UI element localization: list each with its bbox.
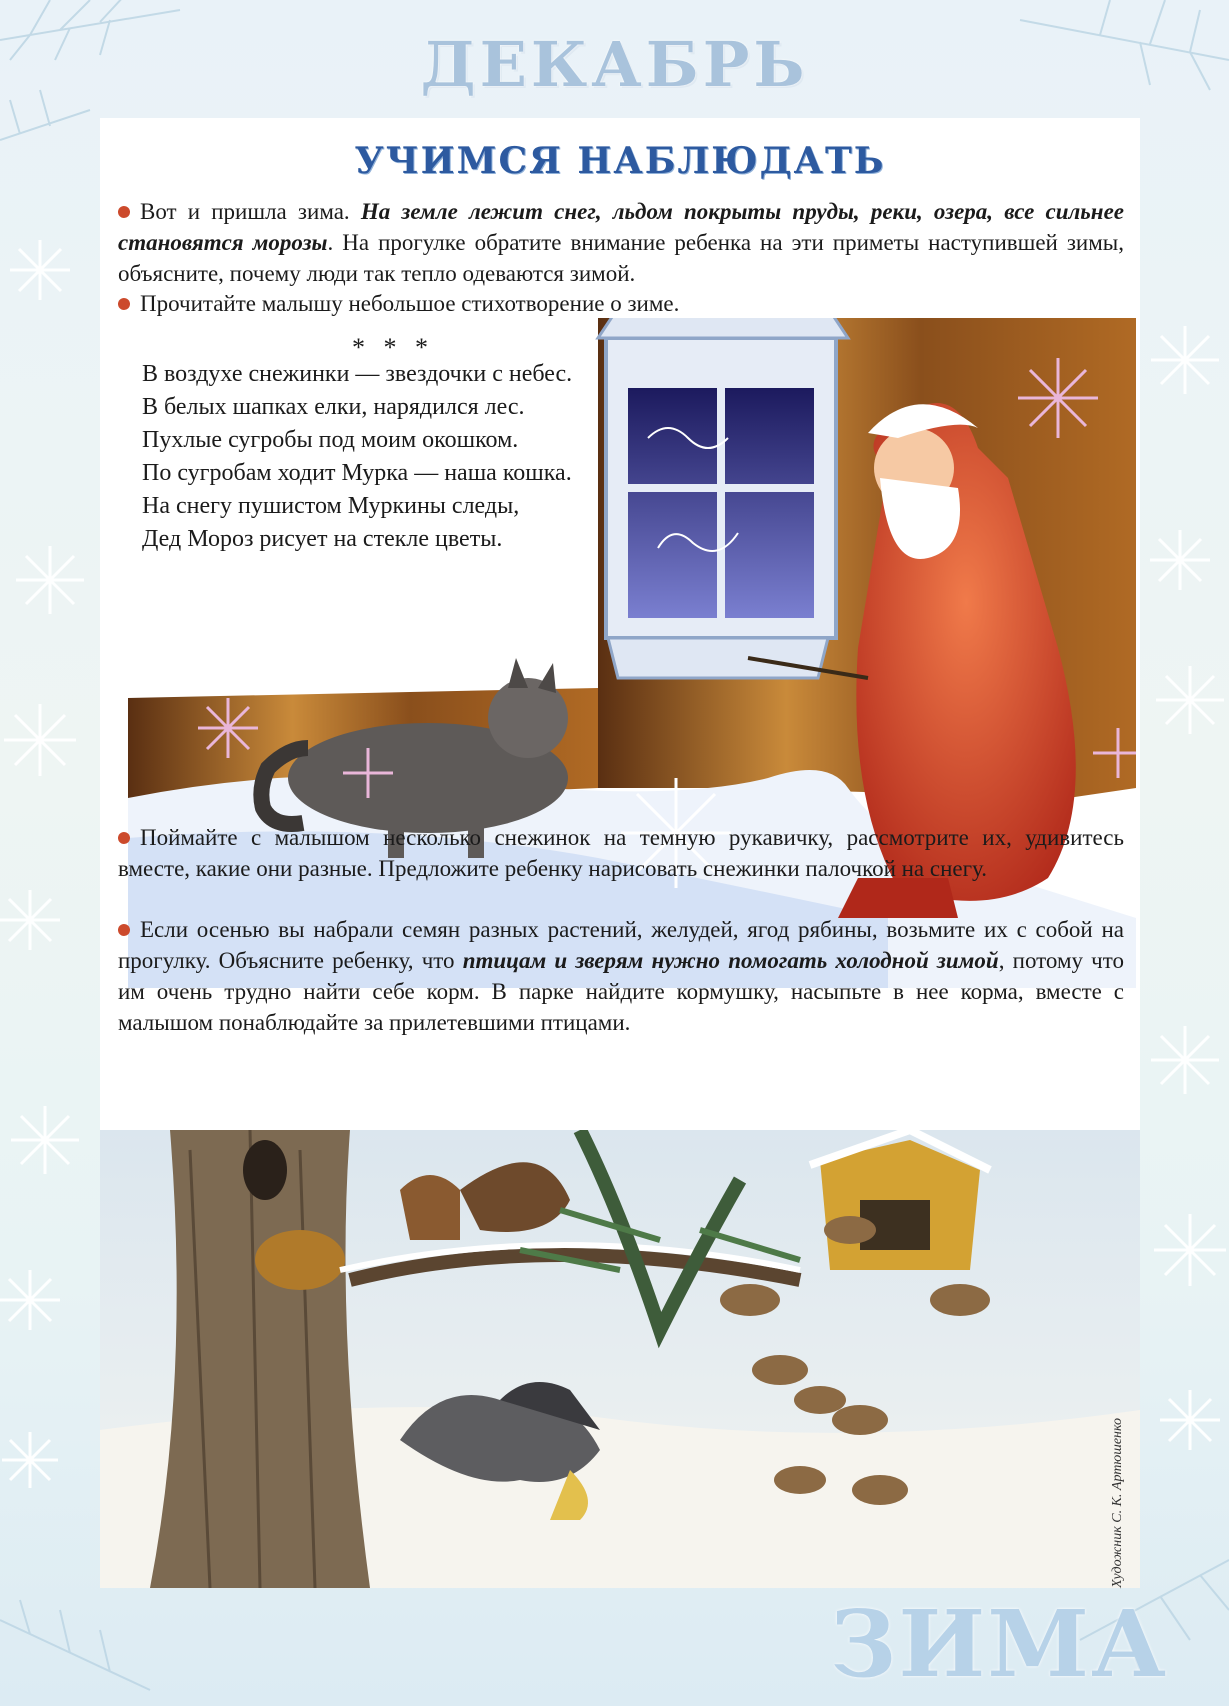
text-run: Прочитайте малышу небольшое стихотворение о зиме. [140,291,680,316]
text-run: . На прогулке обратите внимание ребенка на эти приметы наступившей зимы, объясните, почему люди так тепло одеваются зимой. [118,230,1124,286]
emphasis-text: На земле лежит снег, льдом покрыты пруды, реки, озера, все сильнее становятся морозы [118,199,1124,255]
month-title: ДЕКАБРЬ [420,28,809,101]
poem-line: Пухлые сугробы под моим окошком. [142,427,519,453]
paragraph-snowflakes [118,822,1124,884]
emphasis-text: птицам и зверям нужно помогать холодной зимой [462,948,999,973]
content-panel [100,118,1140,1588]
poem-line: В белых шапках елки, нарядился лес. [142,394,525,420]
text-run: , потому что им очень трудно найти себе корм. В парке найдите кормушку, насыпьте в нее корма, вместе с малышом понаблюдайте за прилетевшими птицами. [118,948,1124,1035]
paragraph-feed-birds [118,914,1124,1038]
text-run: Вот и пришла зима. [140,199,361,224]
section-heading: УЧИМСЯ НАБЛЮДАТЬ [354,140,886,182]
poem-line: По сугробам ходит Мурка — наша кошка. [142,460,572,486]
poem [142,358,662,556]
bullet-icon [118,298,130,310]
text-run: Если осенью вы набрали семян разных растений, желудей, ягод рябины, возьмите их с собой на прогулку. Объясните ребенку, что [118,917,1124,973]
poem-line: В воздухе снежинки — звездочки с небес. [142,361,573,387]
poem-line: На снегу пушистом Муркины следы, [142,493,520,519]
poem-separator: * * * [352,333,434,362]
illustration-winter-park-birds [100,1130,1140,1588]
bullet-icon [118,924,130,936]
season-title: ЗИМА [830,1590,1169,1698]
paragraph-read-poem [118,288,1124,319]
illustrator-credit: Художник С. К. Артюшенко [1110,1418,1125,1588]
poem-line: Дед Мороз рисует на стекле цветы. [142,526,503,552]
paragraph-winter-intro [118,196,1124,289]
bullet-icon [118,206,130,218]
bullet-icon [118,832,130,844]
text-run: Поймайте с малышом несколько снежинок на темную рукавичку, рассмотрите их, удивитесь вместе, какие они разные. Предложите ребенку нарисовать снежинки палочкой на снегу. [118,825,1124,881]
